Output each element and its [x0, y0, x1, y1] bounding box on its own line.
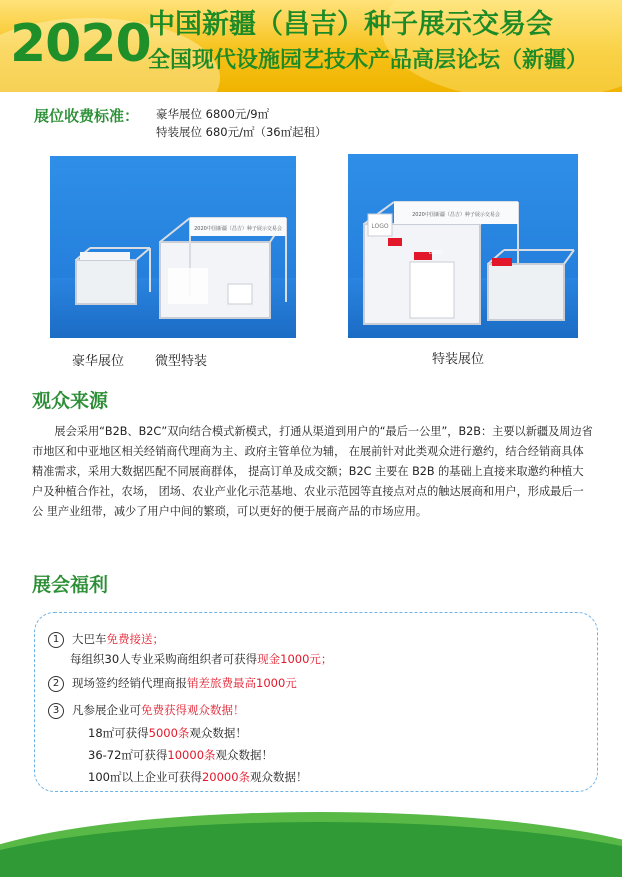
benefits-section-title: 展会福利	[32, 574, 109, 596]
benefit-item-3	[48, 702, 245, 719]
benefit-1-detail-highlight: 现金1000元；	[257, 652, 333, 666]
footer-wave	[0, 812, 622, 877]
benefit-item-2	[48, 675, 297, 692]
booth-image-luxury	[50, 156, 296, 338]
booth-left-sign: 2020中国新疆（昌吉）种子展示交易会	[194, 226, 282, 232]
header-year: 2020	[10, 14, 151, 74]
tier-2-count: 10000条	[167, 748, 216, 762]
tier-1-text: 18㎡可获得	[88, 726, 149, 740]
tier-1-suffix: 观众数据！	[189, 726, 247, 740]
benefit-tier-3	[88, 769, 308, 785]
benefit-1-text: 大巴车	[72, 632, 107, 646]
benefit-number-2: 2	[48, 676, 64, 692]
caption-mini-special: 微型特装	[155, 354, 208, 369]
benefit-1-detail-text: 每组织30人专业采购商组织者可获得	[70, 652, 258, 666]
audience-section-title: 观众来源	[32, 390, 109, 412]
benefit-tier-2	[88, 747, 273, 763]
benefit-3-highlight: 免费获得观众数据！	[141, 703, 245, 717]
benefit-tier-1	[88, 725, 247, 741]
tier-3-suffix: 观众数据！	[250, 770, 308, 784]
booth-image-special	[348, 154, 578, 338]
tier-3-count: 20000条	[201, 770, 251, 784]
booth-illustration-left	[50, 156, 296, 338]
benefit-2-text: 现场签约经销代理商报	[72, 676, 187, 690]
benefit-2-highlight: 销差旅费最高1000元	[187, 676, 297, 690]
header-title-line2: 全国现代设施园艺技术产品高层论坛（新疆）	[148, 48, 589, 73]
booth-right-logo2: LOGO	[428, 250, 444, 256]
header-title-line1: 中国新疆（昌吉）种子展示交易会	[148, 9, 553, 40]
tier-2-text: 36-72㎡可获得	[88, 748, 168, 762]
benefit-1-highlight: 免费接送；	[106, 632, 164, 646]
fee-label: 展位收费标准：	[34, 107, 140, 125]
booth-right-sign: 2020中国新疆（昌吉）种子展示交易会	[412, 212, 500, 218]
tier-3-text: 100㎡以上企业可获得	[88, 770, 202, 784]
fee-line-special: 特装展位 680元/㎡（36㎡起租）	[156, 125, 327, 139]
tier-2-suffix: 观众数据！	[215, 748, 274, 762]
booth-right-logo: LOGO	[371, 223, 389, 230]
caption-special-booth: 特装展位	[432, 352, 485, 367]
benefit-number-1: 1	[48, 632, 64, 648]
benefit-3-text: 凡参展企业可	[72, 703, 141, 717]
tier-1-count: 5000条	[148, 726, 190, 740]
caption-luxury-booth: 豪华展位	[72, 354, 125, 369]
header-banner	[0, 0, 622, 92]
benefit-number-3: 3	[48, 703, 64, 719]
benefit-item-1-detail	[70, 651, 332, 667]
booth-illustration-right	[348, 154, 578, 338]
benefit-item-1	[48, 631, 164, 648]
audience-paragraph: 展会采用“B2B、B2C”双向结合模式新模式，打通从渠道到用户的“最后一公里”，B2B：主要以新疆及周边省市地区和中亚地区相关经销商代理商为主、政府主管单位为辅， 在展前针对此类观众进行邀约，结合经销商具体精准需求，采用大数据匹配不同展商群体， 提高订单及成交额；B2C 主要在 B2B 的基础上直接来取邀约种植大户及种植合作社，农场， 团场、农业产业化示范基地、农业示范园等直接点对点的触达展商和用户，形成最后一公 里产业纽带，减少了用户中间的繁琐，可以更好的便于展商产品的市场应用。	[32, 425, 593, 518]
fee-line-luxury: 豪华展位 6800元/9㎡	[156, 107, 270, 121]
